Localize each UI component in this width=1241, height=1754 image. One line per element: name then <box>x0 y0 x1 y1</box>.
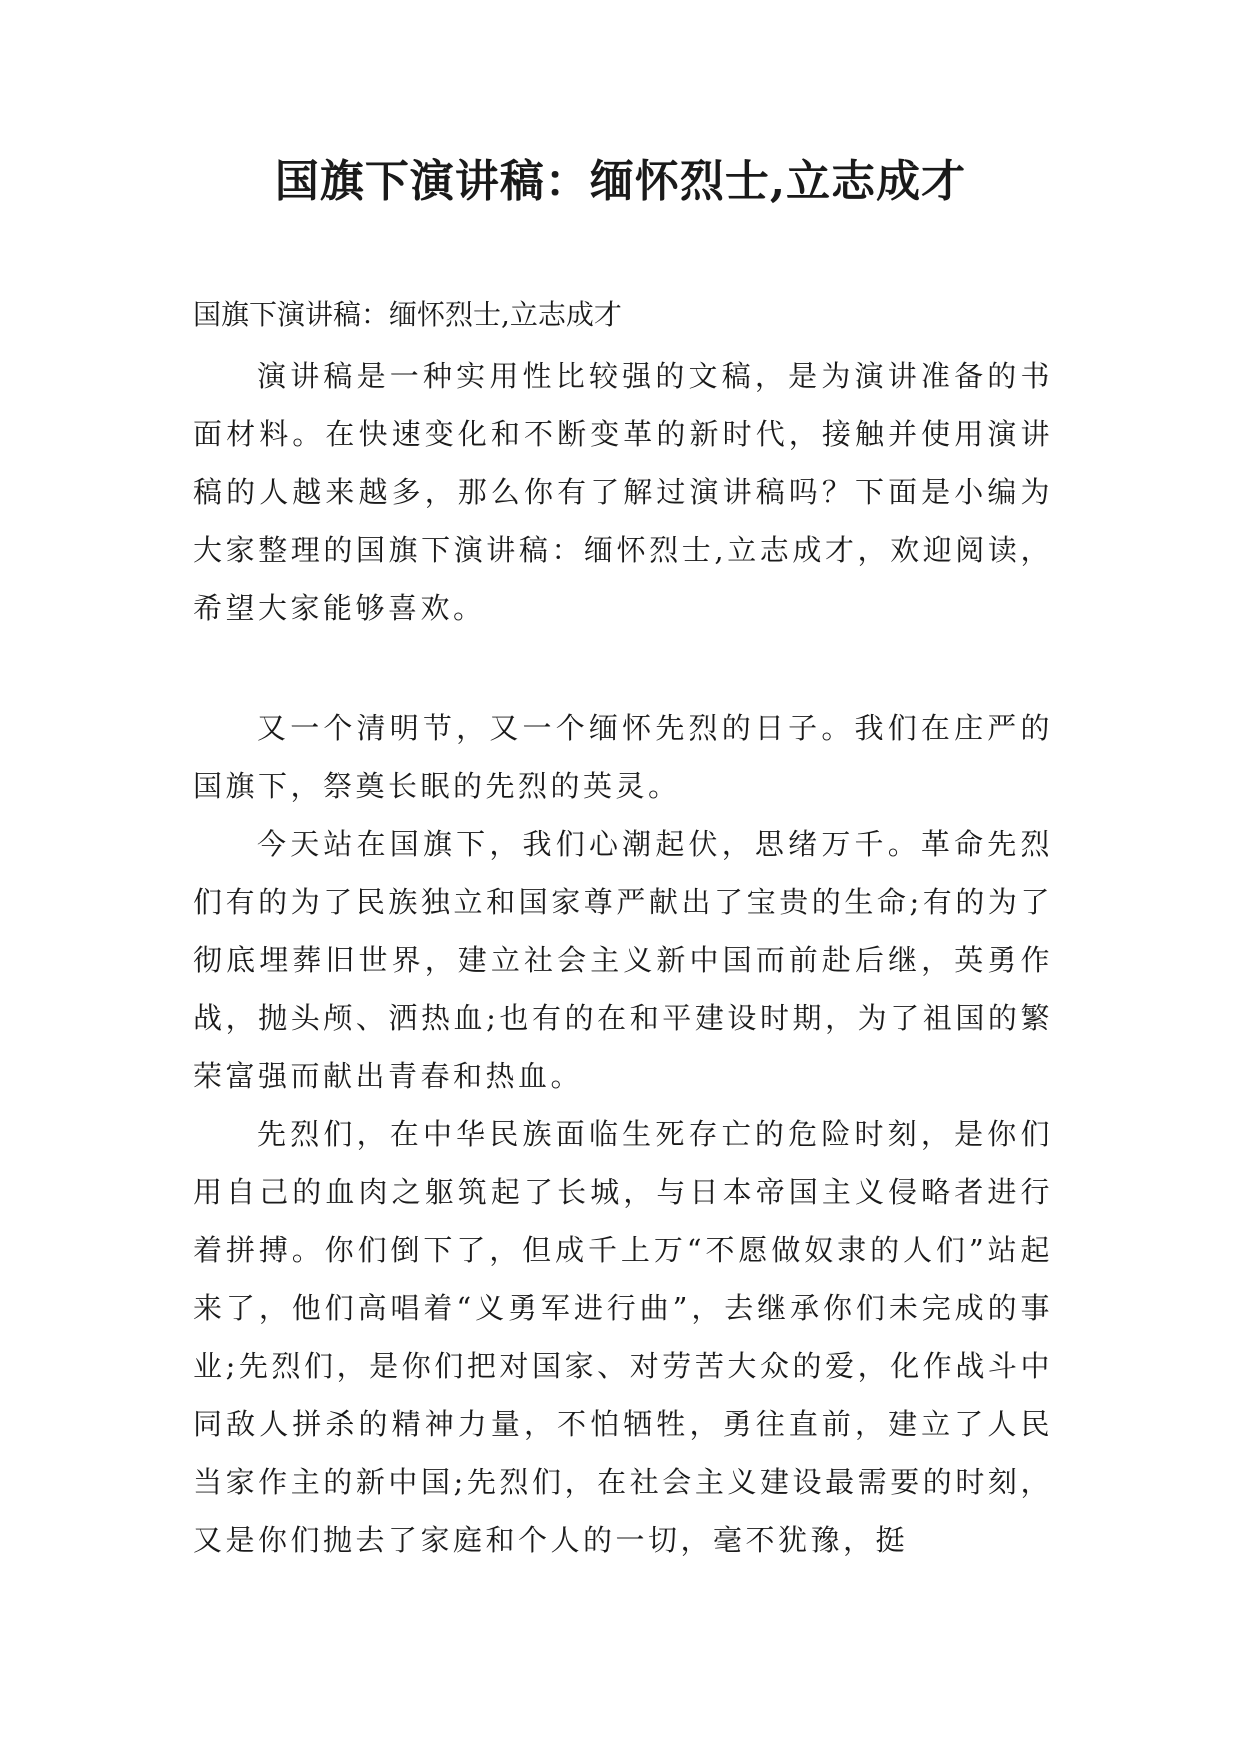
document-title: 国旗下演讲稿：缅怀烈士,立志成才 <box>274 156 967 207</box>
intro-paragraph: 演讲稿是一种实用性比较强的文稿，是为演讲准备的书面材料。在快速变化和不断变革的新时代，接触并使用演讲稿的人越来越多，那么你有了解过演讲稿吗？下面是小编为大家整理的国旗下演讲稿：缅怀烈士,立志成才，欢迎阅读，希望大家能够喜欢。 <box>193 359 1053 625</box>
body-paragraph: 又一个清明节，又一个缅怀先烈的日子。我们在庄严的国旗下，祭奠长眠的先烈的英灵。 <box>193 711 1053 803</box>
body-paragraph: 今天站在国旗下，我们心潮起伏，思绪万千。革命先烈们有的为了民族独立和国家尊严献出了宝贵的生命;有的为了彻底埋葬旧世界，建立社会主义新中国而前赴后继，英勇作战，抛头颅、洒热血;也有的在和平建设时期，为了祖国的繁荣富强而献出青春和热血。 <box>193 827 1053 1093</box>
document-subtitle: 国旗下演讲稿：缅怀烈士,立志成才 <box>193 298 622 331</box>
intro-block <box>193 347 1053 637</box>
body-paragraph: 先烈们，在中华民族面临生死存亡的危险时刻，是你们用自己的血肉之躯筑起了长城，与日本帝国主义侵略者进行着拼搏。你们倒下了，但成千上万“不愿做奴隶的人们”站起来了，他们高唱着“义勇军进行曲”，去继承你们未完成的事业;先烈们，是你们把对国家、对劳苦大众的爱，化作战斗中同敌人拼杀的精神力量，不怕牺牲，勇往直前，建立了人民当家作主的新中国;先烈们，在社会主义建设最需要的时刻，又是你们抛去了家庭和个人的一切，毫不犹豫，挺 <box>193 1117 1053 1557</box>
speech-body <box>193 699 1053 1569</box>
